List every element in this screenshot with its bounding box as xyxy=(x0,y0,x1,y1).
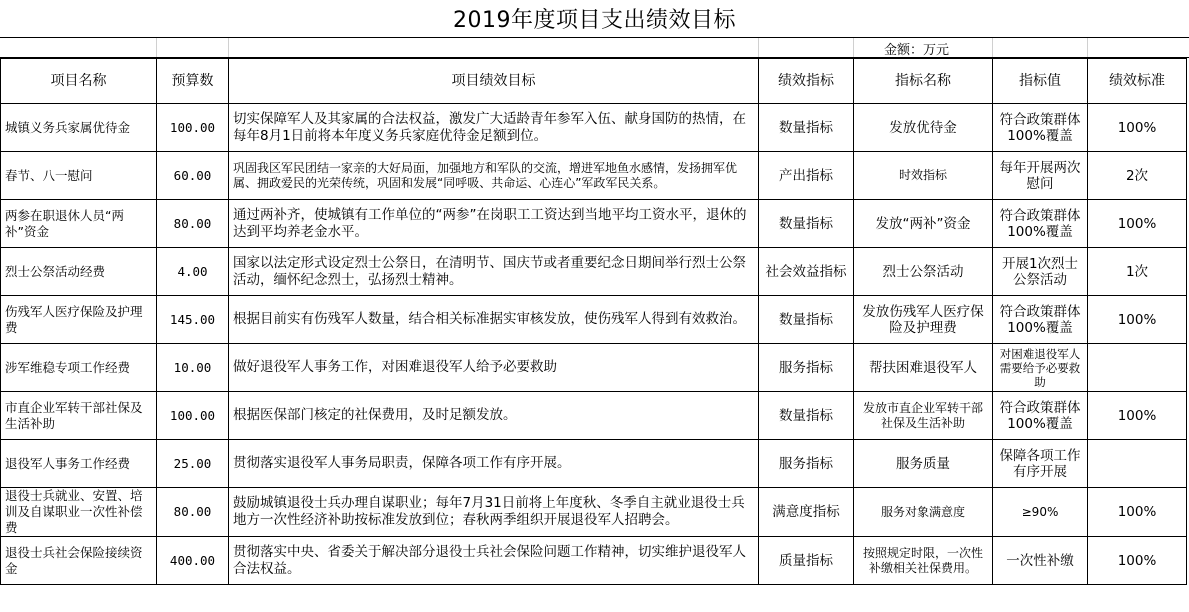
cell-goal: 巩固我区军民团结一家亲的大好局面，加强地方和军队的交流，增进军地鱼水感情，发扬拥军优属、拥政爱民的光荣传统，巩固和发展“同呼吸、共命运、心连心”军政军民关系。 xyxy=(229,152,759,200)
gridline xyxy=(758,38,759,57)
cell-value: 符合政策群体100%覆盖 xyxy=(993,104,1088,152)
cell-indicator: 服务指标 xyxy=(759,344,854,392)
cell-goal: 根据目前实有伤残军人数量，结合相关标准据实审核发放，使伤残军人得到有效救治。 xyxy=(229,296,759,344)
cell-indicator-name: 发放“两补”资金 xyxy=(854,200,993,248)
cell-name: 春节、八一慰问 xyxy=(1,152,157,200)
cell-budget: 10.00 xyxy=(157,344,229,392)
unit-label: 金额：万元 xyxy=(884,43,950,58)
table-row xyxy=(1,152,1187,200)
cell-indicator: 满意度指标 xyxy=(759,488,854,537)
cell-standard: 100% xyxy=(1088,537,1187,585)
cell-standard xyxy=(1088,440,1187,488)
header-name: 项目名称 xyxy=(1,59,157,104)
cell-indicator: 数量指标 xyxy=(759,392,854,440)
performance-table xyxy=(0,58,1187,585)
cell-name: 退役士兵社会保险接续资金 xyxy=(1,537,157,585)
cell-value: 每年开展两次慰问 xyxy=(993,152,1088,200)
cell-standard: 100% xyxy=(1088,488,1187,537)
cell-budget: 145.00 xyxy=(157,296,229,344)
cell-goal: 贯彻落实中央、省委关于解决部分退役士兵社会保险问题工作精神，切实维护退役军人合法权益。 xyxy=(229,537,759,585)
gridline xyxy=(853,38,854,57)
cell-standard: 1次 xyxy=(1088,248,1187,296)
cell-name: 城镇义务兵家属优待金 xyxy=(1,104,157,152)
cell-budget: 400.00 xyxy=(157,537,229,585)
cell-indicator-name: 服务质量 xyxy=(854,440,993,488)
cell-indicator-name: 发放伤残军人医疗保险及护理费 xyxy=(854,296,993,344)
cell-name: 烈士公祭活动经费 xyxy=(1,248,157,296)
header-budget: 预算数 xyxy=(157,59,229,104)
header-value: 指标值 xyxy=(993,59,1088,104)
gridline xyxy=(1087,38,1088,57)
cell-indicator: 质量指标 xyxy=(759,537,854,585)
cell-indicator-name: 发放优待金 xyxy=(854,104,993,152)
table-row xyxy=(1,104,1187,152)
header-standard: 绩效标准 xyxy=(1088,59,1187,104)
table-row xyxy=(1,296,1187,344)
cell-indicator: 服务指标 xyxy=(759,440,854,488)
cell-indicator: 数量指标 xyxy=(759,104,854,152)
cell-value: 符合政策群体100%覆盖 xyxy=(993,200,1088,248)
cell-goal: 通过两补齐，使城镇有工作单位的“两参”在岗职工工资达到当地平均工资水平，退休的达到平均养老金水平。 xyxy=(229,200,759,248)
table-row xyxy=(1,392,1187,440)
cell-name: 退役士兵就业、安置、培训及自谋职业一次性补偿费 xyxy=(1,488,157,537)
cell-budget: 80.00 xyxy=(157,200,229,248)
cell-value: 一次性补缴 xyxy=(993,537,1088,585)
cell-goal: 做好退役军人事务工作，对困难退役军人给予必要救助 xyxy=(229,344,759,392)
cell-indicator: 数量指标 xyxy=(759,296,854,344)
cell-value: ≥90% xyxy=(993,488,1088,537)
cell-goal: 根据医保部门核定的社保费用，及时足额发放。 xyxy=(229,392,759,440)
cell-value: 保障各项工作有序开展 xyxy=(993,440,1088,488)
cell-standard: 2次 xyxy=(1088,152,1187,200)
cell-name: 市直企业军转干部社保及生活补助 xyxy=(1,392,157,440)
header-goal: 项目绩效目标 xyxy=(229,59,759,104)
cell-goal: 鼓励城镇退役士兵办理自谋职业；每年7月31日前将上年度秋、冬季自主就业退役士兵地方一次性经济补助按标准发放到位；春秋两季组织开展退役军人招聘会。 xyxy=(229,488,759,537)
cell-goal: 切实保障军人及其家属的合法权益，激发广大适龄青年参军入伍、献身国防的热情，在每年8月1日前将本年度义务兵家庭优待金足额到位。 xyxy=(229,104,759,152)
cell-indicator-name: 烈士公祭活动 xyxy=(854,248,993,296)
cell-budget: 100.00 xyxy=(157,392,229,440)
cell-indicator-name: 按照规定时限，一次性补缴相关社保费用。 xyxy=(854,537,993,585)
table-row xyxy=(1,200,1187,248)
cell-budget: 100.00 xyxy=(157,104,229,152)
header-indicator: 绩效指标 xyxy=(759,59,854,104)
cell-indicator-name: 时效指标 xyxy=(854,152,993,200)
cell-indicator: 社会效益指标 xyxy=(759,248,854,296)
cell-indicator-name: 发放市直企业军转干部社保及生活补助 xyxy=(854,392,993,440)
cell-indicator: 产出指标 xyxy=(759,152,854,200)
cell-value: 符合政策群体100%覆盖 xyxy=(993,392,1088,440)
cell-name: 伤残军人医疗保险及护理费 xyxy=(1,296,157,344)
cell-name: 涉军维稳专项工作经费 xyxy=(1,344,157,392)
cell-goal: 贯彻落实退役军人事务局职责，保障各项工作有序开展。 xyxy=(229,440,759,488)
table-row xyxy=(1,440,1187,488)
cell-budget: 60.00 xyxy=(157,152,229,200)
cell-standard: 100% xyxy=(1088,200,1187,248)
cell-value: 对困难退役军人需要给予必要救助 xyxy=(993,344,1088,392)
header-indicator-name: 指标名称 xyxy=(854,59,993,104)
table-row xyxy=(1,537,1187,585)
gridline xyxy=(992,38,993,57)
gridline xyxy=(156,38,157,57)
cell-name: 退役军人事务工作经费 xyxy=(1,440,157,488)
cell-goal: 国家以法定形式设定烈士公祭日，在清明节、国庆节或者重要纪念日期间举行烈士公祭活动，缅怀纪念烈士，弘扬烈士精神。 xyxy=(229,248,759,296)
cell-indicator-name: 帮扶困难退役军人 xyxy=(854,344,993,392)
cell-budget: 25.00 xyxy=(157,440,229,488)
table-row xyxy=(1,344,1187,392)
cell-standard: 100% xyxy=(1088,392,1187,440)
cell-indicator-name: 服务对象满意度 xyxy=(854,488,993,537)
cell-budget: 4.00 xyxy=(157,248,229,296)
cell-standard xyxy=(1088,344,1187,392)
cell-standard: 100% xyxy=(1088,104,1187,152)
cell-value: 符合政策群体100%覆盖 xyxy=(993,296,1088,344)
gridline xyxy=(228,38,229,57)
cell-value: 开展1次烈士公祭活动 xyxy=(993,248,1088,296)
header-row xyxy=(1,59,1187,104)
table-row xyxy=(1,488,1187,537)
cell-budget: 80.00 xyxy=(157,488,229,537)
cell-name: 两参在职退休人员“两补”资金 xyxy=(1,200,157,248)
cell-indicator: 数量指标 xyxy=(759,200,854,248)
cell-standard: 100% xyxy=(1088,296,1187,344)
unit-row xyxy=(0,38,1189,58)
title-text: 2019年度项目支出绩效目标 xyxy=(453,8,736,33)
table-row xyxy=(1,248,1187,296)
sheet-title xyxy=(0,0,1189,38)
